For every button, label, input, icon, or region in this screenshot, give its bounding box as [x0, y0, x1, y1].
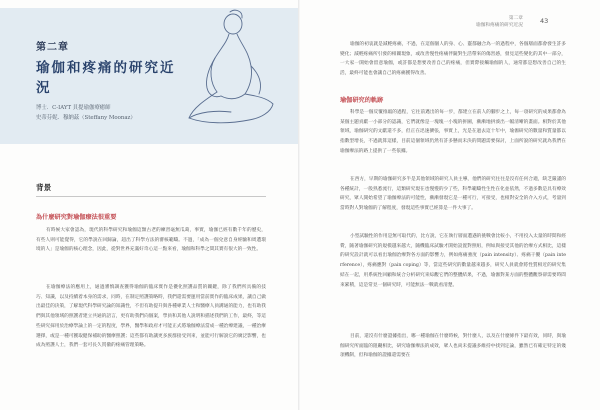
subsection-heading-why-research: 為什麼研究對瑜伽療法很重要 — [36, 214, 117, 221]
chapter-title: 瑜伽和疼痛的研究近況 — [36, 60, 176, 96]
chapter-authors — [36, 103, 186, 123]
intro-paragraph: 瑜伽的初衷就是減輕疼痛，不過，在這個個人的身、心、靈都融合為一的過程中，各個層面都會發生許多變化；減輕疼痛所引發的相關現象，或改善慢性疼痛伴隨對生活帶來的傷害感，發見這些變化的其中一部分，一大家一開始會留意瑜伽，或許都是想要改善自己的疼痛，但實際接觸瑜伽的人，通常都是想改善自己的生活，最終可能也會讓自己的疼痛獲得改善。 — [340, 42, 566, 77]
section-divider — [36, 196, 266, 197]
body-paragraph: 目前，還沒有什麼證據指出，哪一種瑜伽在什麼時候，對什麼人，以及在什麼條件下最有效，同時，與瑜伽研究所面臨的阻礙相比，研究瑜伽療法的成效，眾人也尚未提議多維持中找到定論，雖然已有確定特定的幾項機制，但和瑜伽的證據還需要在 — [340, 334, 566, 359]
page-number: 43 — [540, 17, 549, 25]
running-head-title: 瑜伽和疼痛的研究近況 — [476, 23, 523, 28]
section-heading-research-trajectory: 瑜伽研究的軌跡 — [340, 97, 384, 104]
section-heading-background: 背景 — [36, 183, 52, 192]
body-paragraph: 在瑜伽療法的應用上，通過審慎調查獲得瑜伽的臨床實作是優化照護品質的關鍵，除了我們所具備的技巧、知識，以及持續着本身的需求，同時，在制定照護策略時，我們還需要運用當前實作的臨床成果，讓自己做出最佳的決策，了解現代科學研究論的知識性，不但有助提升與各種專業人士和醫療人員溝通的能力，也有助我們與其他領域的照護者建立共通的語言，更有助我們向個案，學員和其他人說明和描述我們的工作，最終，等這些研究採用於治療學論上的一定的程度，學界，醫學和政府才可能正式將瑜伽療法當成一種治療建議，一種治療選擇，或是一種可獲取健保補助的醫療照護；這些都有助讓更多族群接受到來，並能可行解說它的廣泛影響，也成為照護人士，我們一套可長久貫徹的疼痛管理策略。 — [36, 285, 266, 349]
meditating-figure-illustration — [175, 8, 285, 134]
running-head-chapter: 第二章 — [508, 16, 523, 21]
body-paragraph: 有時候大家會認為，現代的科學研究和瑜伽這類古老的練習毫無瓜葛，事實，瑜伽已經有數千年的歷史，有些人則可能覺得，它的學說在回歸論，超出了科學方法的審核範疇。不過，「成為一個兌意自身經驗和周遭環境的人」是瑜伽的核心理念，因此，從對世界充滿好奇心這一點來看，瑜伽和科學之間其實有很大的一致性。 — [36, 228, 266, 253]
author-line: 博士．C-IAYT 貝提瑜伽療癒師 — [36, 105, 111, 111]
body-paragraph: 小型試驗性的作用是無可取代的，比方說，它在執行層面遭遇的挑戰會比較小，不用投入太量的時間和經費，隨著瑜伽研究的規模越來越大，隨機臨床試驗才開始設置對照組，例如與接受其他的治療方式相比，這樣的研究設計就可以看出瑜伽治療對各方面的影響力，例如疼痛強度（pain intensity）、疼痛干擾（pain interference），疼痛應對（pain coping）等，當這些研究的數量越來越多，研究人員就會將性質相近的研究集結在一起，用系統性回顧和統合分析研究來綜觀它們的整體結果，不過，瑜伽對某方面的整體觀察卻需要時間來累積，這是常見一個研究時，可能無法一戰就看清楚。 — [340, 234, 566, 288]
body-paragraph: 科學是一個反覆推敲的過程，它往前邁出的每一步，都建立在前人的腳步之上，每一項研究的成果都會為某個主題貢獻一小部分的認識，它們就像是一塊塊一小塊的拼圖，漸漸地拼湊出一幅清晰的畫面。相對於其他領域，瑜伽研究的文獻還不多，但正在迅速擴張，事實上，光是在過去這十年中，瑜伽研究的數量和質量都以指數型增長，不過就算這樣，目前這個領域仍然有許多懸而未決的問題需要探討，上面所說的研究就為我們在瑜伽療法的路上提供了一些依據。 — [340, 110, 566, 154]
chapter-label: 第二章 — [36, 42, 69, 53]
body-paragraph: 在西方，早期的瑜伽研究多半是其他領域的研究人員主導，他們的研究往往是沒有任何合適，缺乏嚴謹的各種統計，一般熟悉流行，這類研究現在也慢慢的少了些，科學範疇性生性在化並依然，不過多數是具有療效研究，眾人開始希望了瑜伽療法的可能性，漸漸發現它是一種可行，可接受，也相對安全的介入方式，考量到當時對人對瑜伽的了解程度，發現這些事實已經算是一件大事了。 — [340, 177, 566, 212]
right-page — [300, 0, 600, 410]
running-head — [476, 15, 523, 29]
author-line: 史蒂芬妮．穆納茲（Steffany Moonaz） — [36, 115, 136, 121]
